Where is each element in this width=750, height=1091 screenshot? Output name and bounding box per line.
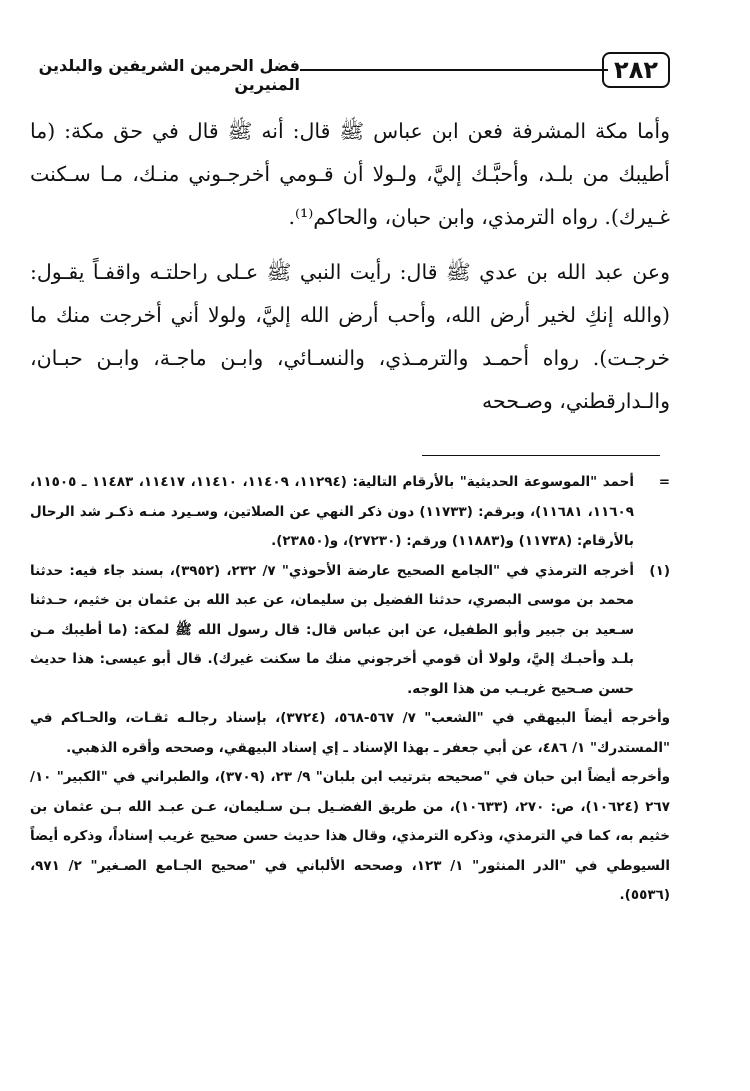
footnote-marker: (١) [649, 562, 670, 579]
paragraph: وعن عبد الله بن عدي ﷺ قال: رأيت النبي ﷺ عـلى راحلتـه واقفـاً يقـول: (والله إنكِ لخير أرض الله، وأحب أرض الله إليَّ، ولولا أني أخرجت منك ما خرجـت). رواه أحمـد والترمـذي، والنسـائي، وابـن ماجـة، وابـن حبـان، والـدارقطني، وصـححه [30, 260, 670, 413]
page-number: ٢٨٢ [602, 52, 670, 88]
footnote-marker: = [658, 474, 670, 490]
footnotes [30, 468, 670, 911]
footnote-1 [30, 557, 670, 705]
paragraph: وأما مكة المشرفة فعن ابن عباس ﷺ قال: أنه ﷺ قال في حق مكة: (ما أطيبك من بلـد، وأحبَّـك إليَّ، ولـولا أن قـومي أخرجـوني منـك، مـا سـكنت غـيرك). رواه الترمذي، وابن حبان، والحاكم⁽¹⁾. [30, 119, 670, 229]
footnote-paragraph: وأخرجه أيضاً ابن حبان في "صحيحه بترتيب ابن بلبان" ٩/ ٢٣، (٣٧٠٩)، والطبراني في "الكبير" ١٠/ ٢٦٧ (١٠٦٢٤)، ص: ٢٧٠، (١٠٦٣٣)، من طريق الفضـيل بـن سـليمان، عـن عبـد الله بـن عثمان بن خثيم به، كما في الترمذي، وذكره الترمذي، وقال هذا حديث حسن صحيح غريب إسناداً، وذكره أيضاً السيوطي في "الدر المنثور" ١/ ١٢٣، وصححه الألباني في "صحيح الجـامع الصـغير" ٢/ ٩٧١، (٥٥٣٦). [30, 769, 671, 903]
page-header [30, 52, 670, 92]
footnote-text: أحمد "الموسوعة الحديثية" بالأرقام التالية: (١١٢٩٤، ١١٤٠٩، ١١٤١٠، ١١٤١٧، ١١٤٨٣ ـ ١١٥٠٥، ١١٦٠٩، ١١٦٨١)، وبرقم: (١١٧٣٣) دون ذكر النهي عن الصلاتين، وسـيرد منـه ذكـر شد الرحال بالأرقام: (١١٧٣٨) و(١١٨٨٣) ورقم: (٢٧٢٣٠)، و(٢٣٨٥٠). [30, 474, 634, 549]
footnote-text: أخرجه الترمذي في "الجامع الصحيح عارضة الأحوذي" ٧/ ٢٣٢، (٣٩٥٢)، بسند جاء فيه: حدثنا محمد بن موسى البصري، حدثنا الفضيل بن سليمان، عن عبد الله بن عثمان بن خثيم، حـدثنا سـعيد بن جبير وأبو الطفيل، عن ابن عباس قال: قال رسول الله ﷺ لمكة: (ما أطيبك مـن بلـد وأحبـك إليَّ، ولولا أن قومي أخرجوني منك ما سكنت غيرك). قال أبو عيسى: هذا حديث حسن صـحيح غريـب من هذا الوجه. [30, 562, 634, 697]
header-rule [300, 69, 608, 71]
running-title: فضل الحرمين الشريفين والبلدين المنيرين [38, 56, 300, 94]
footnote-paragraph: وأخرجه أيضاً البيهقي في "الشعب" ٧/ ٥٦٧-٥٦٨، (٣٧٢٤)، بإسناد رجالـه ثقـات، والحـاكم في "المستدرك" ١/ ٤٨٦، عن أبي جعفر ـ بهذا الإسناد ـ إي إسناد البيهقي، وصححه وأقره الذهبي. [30, 710, 671, 756]
main-text [30, 110, 670, 435]
footnote-separator [422, 455, 660, 456]
footnote-continued [30, 468, 670, 557]
